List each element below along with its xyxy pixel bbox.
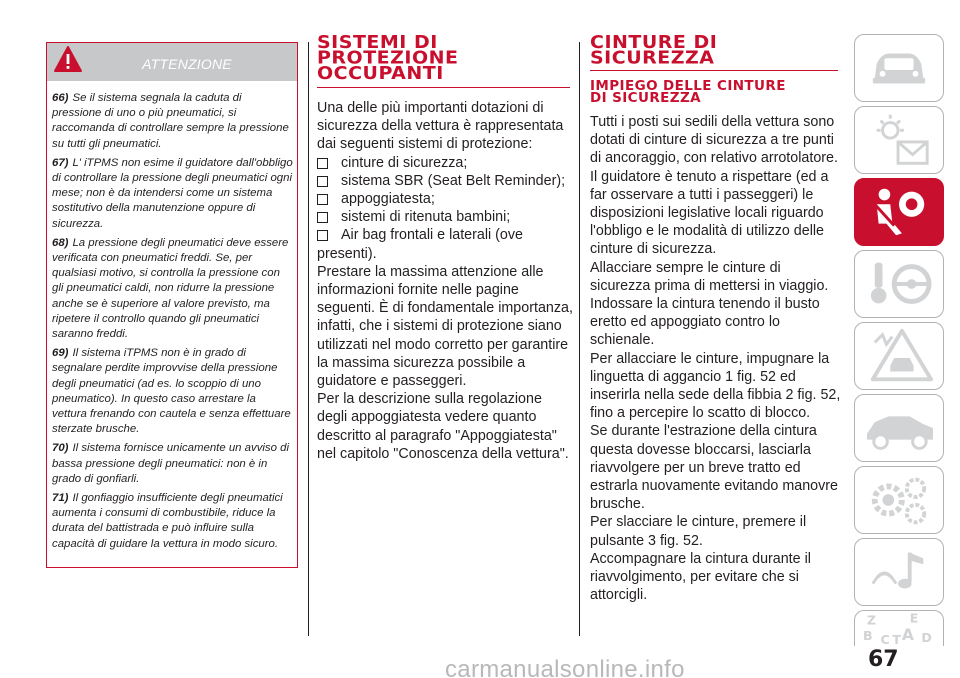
belts-paragraph: Tutti i posti sui sedili della vettura sono dotati di cinture di sicurezza a tre punti di ancoraggio, con relativo arrotolatore. (590, 114, 838, 167)
belts-paragraph: Il guidatore è tenuto a rispettare (ed a far osservare a tutti i passeggeri) le disposizioni legislative locali riguardo l'obbligo e le modalità di utilizzo delle cinture di sicurezza. (590, 168, 829, 258)
tab-maintenance[interactable] (854, 394, 944, 462)
title-line: SICUREZZA (590, 47, 715, 69)
index-letter: A (901, 626, 914, 645)
subtitle-line: IMPIEGO DELLE CINTURE (590, 78, 786, 94)
warning-note (52, 91, 293, 152)
column-divider (308, 42, 309, 636)
list-item (317, 172, 575, 190)
list-item-text: appoggiatesta; (341, 191, 435, 208)
list-item-text: sistemi di ritenuta bambini; (341, 209, 511, 226)
occupants-paragraph: Prestare la massima attenzione alle informazioni fornite nelle pagine seguenti. È di fondamentale importanza, infatti, che i sistemi di protezione siano utilizzati nel modo corretto per garantire la massima sicurezza possibile a guidatore e passeggeri. (317, 263, 573, 390)
music-note-icon (855, 539, 943, 605)
tab-multimedia[interactable] (854, 538, 944, 606)
title-line: PROTEZIONE (317, 47, 459, 69)
note-number: 66) (52, 92, 69, 104)
belts-paragraph: Accompagnare la cintura durante il riavvolgimento, per evitare che si attorcigli. (590, 550, 811, 604)
tab-dashboard[interactable] (854, 34, 944, 102)
subtitle-line: DI SICUREZZA (590, 90, 701, 106)
index-letter: B (863, 628, 873, 644)
warning-note (52, 491, 293, 552)
index-letter: Z (866, 612, 877, 628)
note-text: La pressione degli pneumatici deve essere verificata con pneumatici freddi. Se, per qualsiasi motivo, si controlla la pressione con gli pneumatici caldi, non ridurre la pressione anche se è superiore al valore previsto, ma ripetere il controllo quando gli pneumatici saranno freddi. (52, 236, 289, 341)
belts-paragraph: Per slacciare le cinture, premere il pulsante 3 fig. 52. (590, 514, 807, 549)
seat-belt-airbag-icon (855, 179, 943, 245)
warning-header (47, 43, 297, 81)
tab-starting-driving[interactable] (854, 250, 944, 318)
belts-body (590, 113, 844, 604)
belts-paragraph: Indossare la cintura tenendo il busto eretto ed appoggiato contro lo schienale. (590, 296, 820, 349)
warning-notes (47, 81, 297, 552)
column-divider (579, 42, 580, 636)
tab-technical-data[interactable] (854, 466, 944, 534)
checkbox-bullet-icon (317, 230, 328, 241)
note-text: Il sistema iTPMS non è in grado di segnalare perdite improvvise della pressione degli pneumatici (ad es. lo scoppio di uno pneumatico). In questo caso arrestare la vettura frenando con cautela e senza effettuare sterzate brusche. (52, 347, 291, 436)
occupants-paragraph: Per la descrizione sulla regolazione degli appoggiatesta vedere quanto descritto al paragrafo "Appoggiatesta" nel capitolo "Conoscenza della vettura". (317, 391, 569, 462)
warning-note (52, 441, 293, 487)
list-item (317, 226, 575, 262)
gear-wrench-icon (855, 467, 943, 533)
list-item-text: cinture di sicurezza; (341, 154, 468, 171)
note-text: Il gonfiaggio insufficiente degli pneumatici aumenta i consumi di combustibile, riduce la durata del battistrada e può influire sulla capacità di guidare la vettura in modo sicuro. (52, 492, 283, 550)
tab-emergency[interactable] (854, 322, 944, 390)
warning-box (46, 42, 298, 568)
watermark: carmanualsonline.info (445, 656, 685, 678)
list-item (317, 154, 575, 172)
protection-systems-list (317, 154, 575, 263)
title-line: CINTURE DI (590, 32, 718, 53)
occupants-body (317, 99, 575, 463)
section-title-belts (590, 32, 718, 69)
index-letter: D (921, 630, 932, 646)
warning-note (52, 236, 293, 342)
note-number: 70) (52, 442, 69, 455)
section-title-occupants (317, 32, 459, 84)
title-underline (317, 87, 570, 88)
subsection-title-belt-use (590, 80, 786, 104)
checkbox-bullet-icon (317, 194, 328, 205)
key-steering-wheel-icon (855, 251, 943, 317)
warning-note (52, 346, 293, 437)
index-letter: E (909, 611, 919, 626)
page-number: 67 (868, 647, 899, 672)
occupants-intro: Una delle più importanti dotazioni di sicurezza della vettura è rappresentata dai seguenti sistemi di protezione: (317, 100, 564, 153)
note-number: 67) (52, 156, 69, 169)
index-letter: T (892, 632, 901, 646)
note-text: Se il sistema segnala la caduta di pressione di uno o più pneumatici, si raccomanda di controllare sempre la pressione su tutti gli pneumatici. (52, 92, 289, 150)
tab-safety[interactable] (854, 178, 944, 246)
car-dashboard-icon (855, 35, 943, 101)
belts-paragraph: Se durante l'estrazione della cintura questa dovesse bloccarsi, lasciarla riavvolgere per un breve tratto ed estrarla nuovamente evitando manovre brusche. (590, 423, 838, 513)
list-item-text: sistema SBR (Seat Belt Reminder); (341, 172, 566, 189)
index-letter: C (880, 632, 890, 646)
note-number: 71) (52, 492, 69, 505)
belts-paragraph: Allacciare sempre le cinture di sicurezza prima di mettersi in viaggio. (590, 259, 829, 294)
checkbox-bullet-icon (317, 176, 328, 187)
car-side-icon (855, 395, 943, 461)
title-line: SISTEMI DI (317, 32, 438, 53)
list-item (317, 190, 575, 208)
title-underline (590, 70, 838, 71)
note-text: Il sistema fornisce unicamente un avviso di bassa pressione degli pneumatici: non è in grado di gonfiarli. (52, 442, 289, 485)
warning-note (52, 156, 293, 232)
tab-index[interactable] (854, 610, 944, 646)
note-text: L' iTPMS non esime il guidatore dall'obbligo di controllare la pressione degli pneumatici ogni mese; non è da intendersi come un sistema sostitutivo della manutenzione oppure di sicurezza. (52, 156, 293, 230)
checkbox-bullet-icon (317, 212, 328, 223)
list-item-text: Air bag frontali e laterali (ove presenti). (317, 227, 523, 262)
checkbox-bullet-icon (317, 158, 328, 169)
note-number: 68) (52, 236, 69, 249)
alphabet-index-icon (855, 611, 943, 646)
tab-warning-lights[interactable] (854, 106, 944, 174)
title-line: OCCUPANTI (317, 63, 444, 84)
belts-paragraph: Per allacciare le cinture, impugnare la linguetta di aggancio 1 fig. 52 ed inserirla nella sede della fibbia 2 fig. 52, fino a percepire lo scatto di blocco. (590, 350, 841, 422)
warning-light-envelope-icon (855, 107, 943, 173)
emergency-triangle-icon (855, 323, 943, 389)
list-item (317, 208, 575, 226)
note-number: 69) (52, 347, 69, 360)
warning-title: ATTENZIONE (142, 56, 232, 72)
